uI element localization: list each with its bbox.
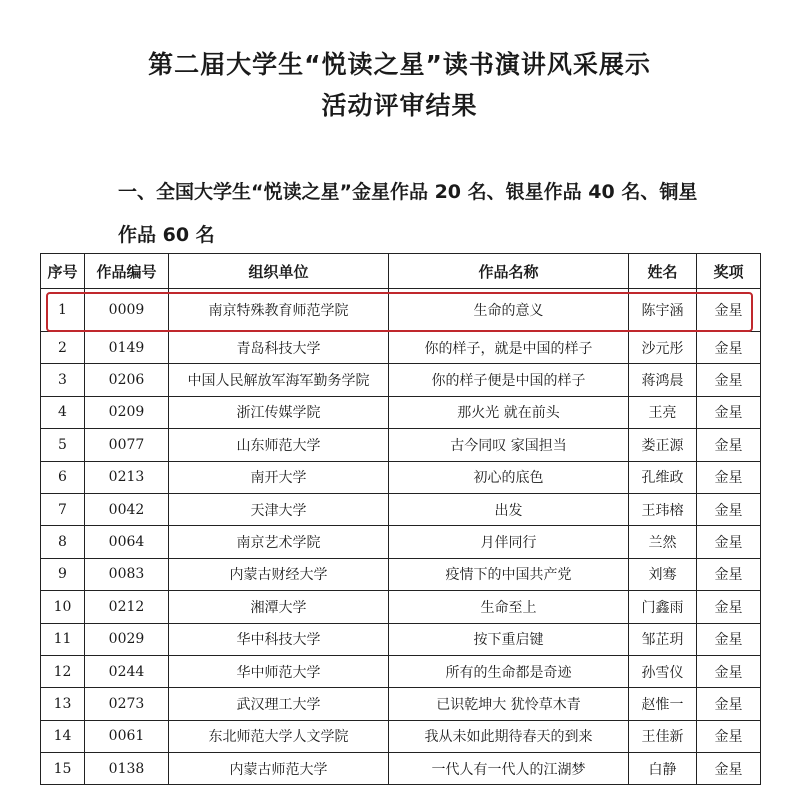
table-row — [41, 526, 761, 558]
cell-work-title: 生命的意义 — [389, 289, 629, 332]
cell-work-id: 0138 — [85, 753, 169, 785]
cell-index: 13 — [41, 688, 85, 720]
cell-work-id: 0212 — [85, 591, 169, 623]
table-row — [41, 623, 761, 655]
cell-work-title: 那火光 就在前头 — [389, 396, 629, 428]
cell-award: 金星 — [697, 558, 761, 590]
cell-name: 赵惟一 — [629, 688, 697, 720]
cell-award: 金星 — [697, 364, 761, 396]
cell-index: 10 — [41, 591, 85, 623]
cell-name: 门鑫雨 — [629, 591, 697, 623]
cell-name: 蒋鸿晨 — [629, 364, 697, 396]
cell-index: 2 — [41, 332, 85, 364]
document-title-line1: 第二届大学生“悦读之星”读书演讲风采展示 — [148, 50, 651, 79]
cell-work-id: 0209 — [85, 396, 169, 428]
cell-name: 邹芷玥 — [629, 623, 697, 655]
cell-index: 8 — [41, 526, 85, 558]
cell-award: 金星 — [697, 623, 761, 655]
cell-index: 5 — [41, 429, 85, 461]
cell-organization: 南京特殊教育师范学院 — [169, 289, 389, 332]
cell-organization: 南开大学 — [169, 461, 389, 493]
cell-work-id: 0009 — [85, 289, 169, 332]
section-heading-line2: 作品 60 名 — [118, 224, 215, 246]
cell-name: 沙元彤 — [629, 332, 697, 364]
cell-index: 9 — [41, 558, 85, 590]
table-row — [41, 688, 761, 720]
table-row — [41, 720, 761, 752]
cell-work-title: 所有的生命都是奇迹 — [389, 655, 629, 687]
cell-work-title: 生命至上 — [389, 591, 629, 623]
table-row — [41, 753, 761, 785]
cell-name: 娄正源 — [629, 429, 697, 461]
cell-award: 金星 — [697, 429, 761, 461]
cell-name: 刘骞 — [629, 558, 697, 590]
cell-award: 金星 — [697, 461, 761, 493]
cell-award: 金星 — [697, 332, 761, 364]
cell-work-id: 0244 — [85, 655, 169, 687]
cell-index: 3 — [41, 364, 85, 396]
cell-index: 12 — [41, 655, 85, 687]
cell-index: 11 — [41, 623, 85, 655]
cell-work-title: 一代人有一代人的江湖梦 — [389, 753, 629, 785]
table-row — [41, 396, 761, 428]
table-row — [41, 289, 761, 332]
table-row — [41, 655, 761, 687]
table-row — [41, 429, 761, 461]
table-row — [41, 332, 761, 364]
header-award: 奖项 — [697, 254, 761, 289]
table-row — [41, 461, 761, 493]
cell-work-title: 月伴同行 — [389, 526, 629, 558]
cell-award: 金星 — [697, 655, 761, 687]
table-header-row — [41, 254, 761, 289]
section-heading-line1: 一、全国大学生“悦读之星”金星作品 20 名、银星作品 40 名、铜星 — [118, 181, 698, 203]
cell-award: 金星 — [697, 688, 761, 720]
cell-index: 6 — [41, 461, 85, 493]
table-row — [41, 493, 761, 525]
header-index: 序号 — [41, 254, 85, 289]
cell-index: 7 — [41, 493, 85, 525]
cell-work-id: 0042 — [85, 493, 169, 525]
cell-organization: 中国人民解放军海军勤务学院 — [169, 364, 389, 396]
cell-organization: 浙江传媒学院 — [169, 396, 389, 428]
cell-award: 金星 — [697, 396, 761, 428]
cell-index: 15 — [41, 753, 85, 785]
cell-work-id: 0061 — [85, 720, 169, 752]
cell-work-title: 疫情下的中国共产党 — [389, 558, 629, 590]
cell-award: 金星 — [697, 526, 761, 558]
cell-work-title: 你的样子，就是中国的样子 — [389, 332, 629, 364]
cell-award: 金星 — [697, 591, 761, 623]
table-row — [41, 558, 761, 590]
cell-award: 金星 — [697, 289, 761, 332]
cell-work-id: 0206 — [85, 364, 169, 396]
cell-organization: 山东师范大学 — [169, 429, 389, 461]
cell-award: 金星 — [697, 493, 761, 525]
cell-work-title: 你的样子便是中国的样子 — [389, 364, 629, 396]
cell-organization: 内蒙古财经大学 — [169, 558, 389, 590]
cell-work-id: 0083 — [85, 558, 169, 590]
header-work-title: 作品名称 — [389, 254, 629, 289]
header-name: 姓名 — [629, 254, 697, 289]
results-table — [40, 253, 761, 785]
cell-organization: 青岛科技大学 — [169, 332, 389, 364]
cell-organization: 湘潭大学 — [169, 591, 389, 623]
cell-name: 孙雪仪 — [629, 655, 697, 687]
cell-work-id: 0213 — [85, 461, 169, 493]
cell-work-id: 0149 — [85, 332, 169, 364]
cell-organization: 华中科技大学 — [169, 623, 389, 655]
cell-work-title: 按下重启键 — [389, 623, 629, 655]
cell-work-title: 初心的底色 — [389, 461, 629, 493]
cell-name: 白静 — [629, 753, 697, 785]
cell-index: 1 — [41, 289, 85, 332]
cell-work-id: 0029 — [85, 623, 169, 655]
cell-name: 王亮 — [629, 396, 697, 428]
document-title-line2: 活动评审结果 — [321, 91, 478, 120]
cell-organization: 华中师范大学 — [169, 655, 389, 687]
cell-award: 金星 — [697, 720, 761, 752]
cell-work-title: 出发 — [389, 493, 629, 525]
cell-organization: 天津大学 — [169, 493, 389, 525]
header-work-id: 作品编号 — [85, 254, 169, 289]
cell-name: 兰然 — [629, 526, 697, 558]
cell-index: 14 — [41, 720, 85, 752]
cell-work-title: 我从未如此期待春天的到来 — [389, 720, 629, 752]
cell-organization: 东北师范大学人文学院 — [169, 720, 389, 752]
cell-work-title: 已识乾坤大 犹怜草木青 — [389, 688, 629, 720]
cell-organization: 内蒙古师范大学 — [169, 753, 389, 785]
header-organization: 组织单位 — [169, 254, 389, 289]
cell-work-id: 0077 — [85, 429, 169, 461]
cell-name: 王佳新 — [629, 720, 697, 752]
cell-organization: 武汉理工大学 — [169, 688, 389, 720]
cell-work-id: 0064 — [85, 526, 169, 558]
cell-work-id: 0273 — [85, 688, 169, 720]
cell-award: 金星 — [697, 753, 761, 785]
cell-name: 王玮榕 — [629, 493, 697, 525]
cell-organization: 南京艺术学院 — [169, 526, 389, 558]
cell-index: 4 — [41, 396, 85, 428]
cell-work-title: 古今同叹 家国担当 — [389, 429, 629, 461]
table-row — [41, 364, 761, 396]
cell-name: 孔维政 — [629, 461, 697, 493]
cell-name: 陈宇涵 — [629, 289, 697, 332]
table-row — [41, 591, 761, 623]
